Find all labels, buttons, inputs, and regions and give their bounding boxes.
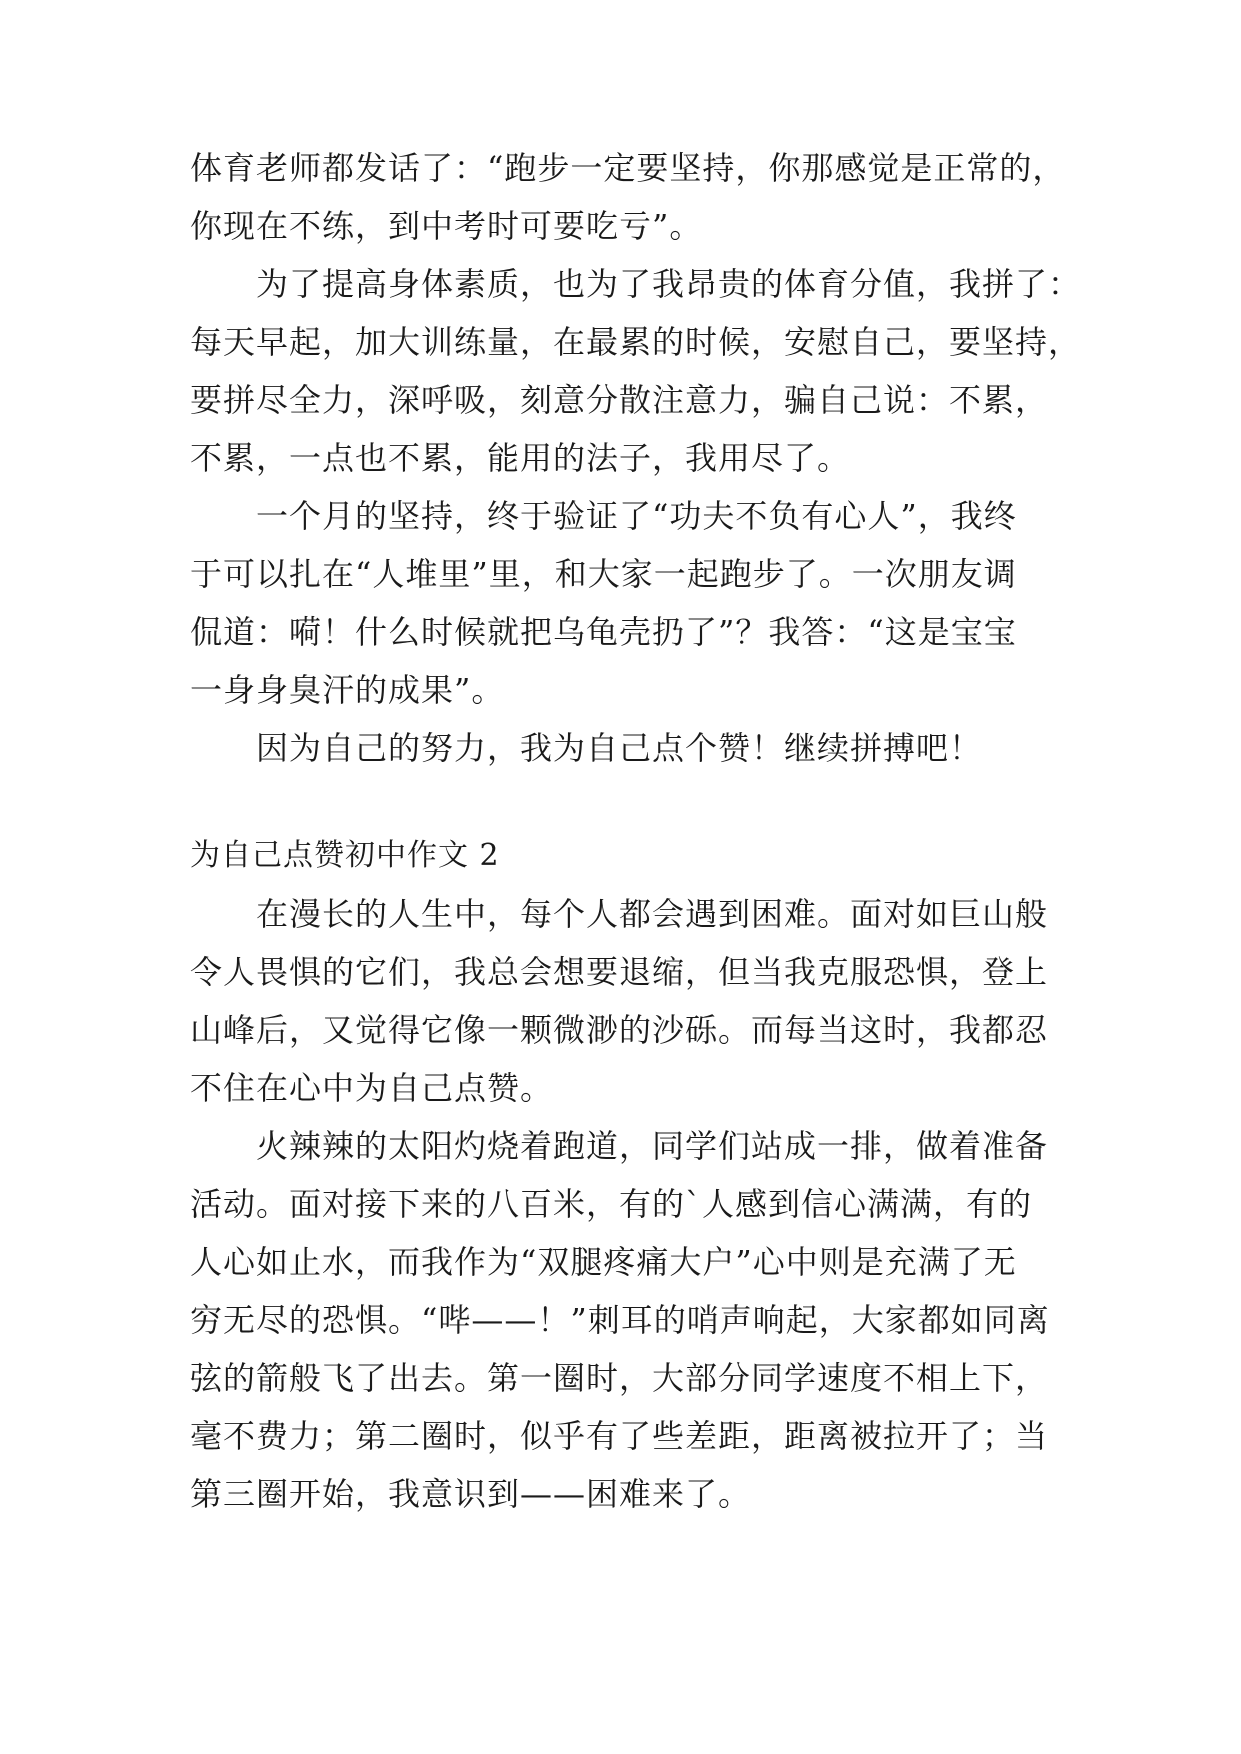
text-line: 不住在心中为自己点赞。: [190, 1069, 554, 1107]
paragraph-first-line: 在漫长的人生中，每个人都会遇到困难。面对如巨山般: [256, 895, 1049, 933]
paragraph-first-line: 为了提高身体素质，也为了我昂贵的体育分值，我拼了：: [256, 265, 1082, 303]
text-line: 体育老师都发话了：“跑步一定要坚持，你那感觉是正常的，: [190, 149, 1066, 187]
paragraph-first-line: 一个月的坚持，终于验证了“功夫不负有心人”，我终: [256, 497, 1017, 535]
text-line: 于可以扎在“人堆里”里，和大家一起跑步了。一次朋友调: [190, 555, 1017, 593]
text-line: 令人畏惧的它们，我总会想要退缩，但当我克服恐惧，登上: [190, 953, 1049, 991]
text-line: 侃道：嗬！什么时候就把乌龟壳扔了”？我答：“这是宝宝: [190, 613, 1017, 651]
text-line: 人心如止水，而我作为“双腿疼痛大户”心中则是充满了无: [190, 1243, 1017, 1281]
text-line: 活动。面对接下来的八百米，有的`人感到信心满满，有的: [190, 1185, 1033, 1223]
text-line: 穷无尽的恐惧。“哔——！”刺耳的哨声响起，大家都如同离: [190, 1301, 1050, 1339]
text-line: 一身身臭汗的成果”。: [190, 671, 505, 709]
text-line: 第三圈开始，我意识到——困难来了。: [190, 1475, 752, 1513]
text-line: 要拼尽全力，深呼吸，刻意分散注意力，骗自己说：不累，: [190, 381, 1049, 419]
paragraph-first-line: 因为自己的努力，我为自己点个赞！继续拼搏吧！: [256, 729, 983, 767]
text-line: 每天早起，加大训练量，在最累的时候，安慰自己，要坚持，: [190, 323, 1082, 361]
paragraph-first-line: 火辣辣的太阳灼烧着跑道，同学们站成一排，做着准备: [256, 1127, 1049, 1165]
text-line: 山峰后，又觉得它像一颗微渺的沙砾。而每当这时，我都忍: [190, 1011, 1049, 1049]
text-line: 你现在不练，到中考时可要吃亏”。: [190, 207, 703, 245]
text-line: 弦的箭般飞了出去。第一圈时，大部分同学速度不相上下，: [190, 1359, 1049, 1397]
text-line: 不累，一点也不累，能用的法子，我用尽了。: [190, 439, 851, 477]
text-line: 毫不费力；第二圈时，似乎有了些差距，距离被拉开了；当: [190, 1417, 1049, 1455]
section-heading: 为自己点赞初中作文 2: [190, 838, 500, 873]
